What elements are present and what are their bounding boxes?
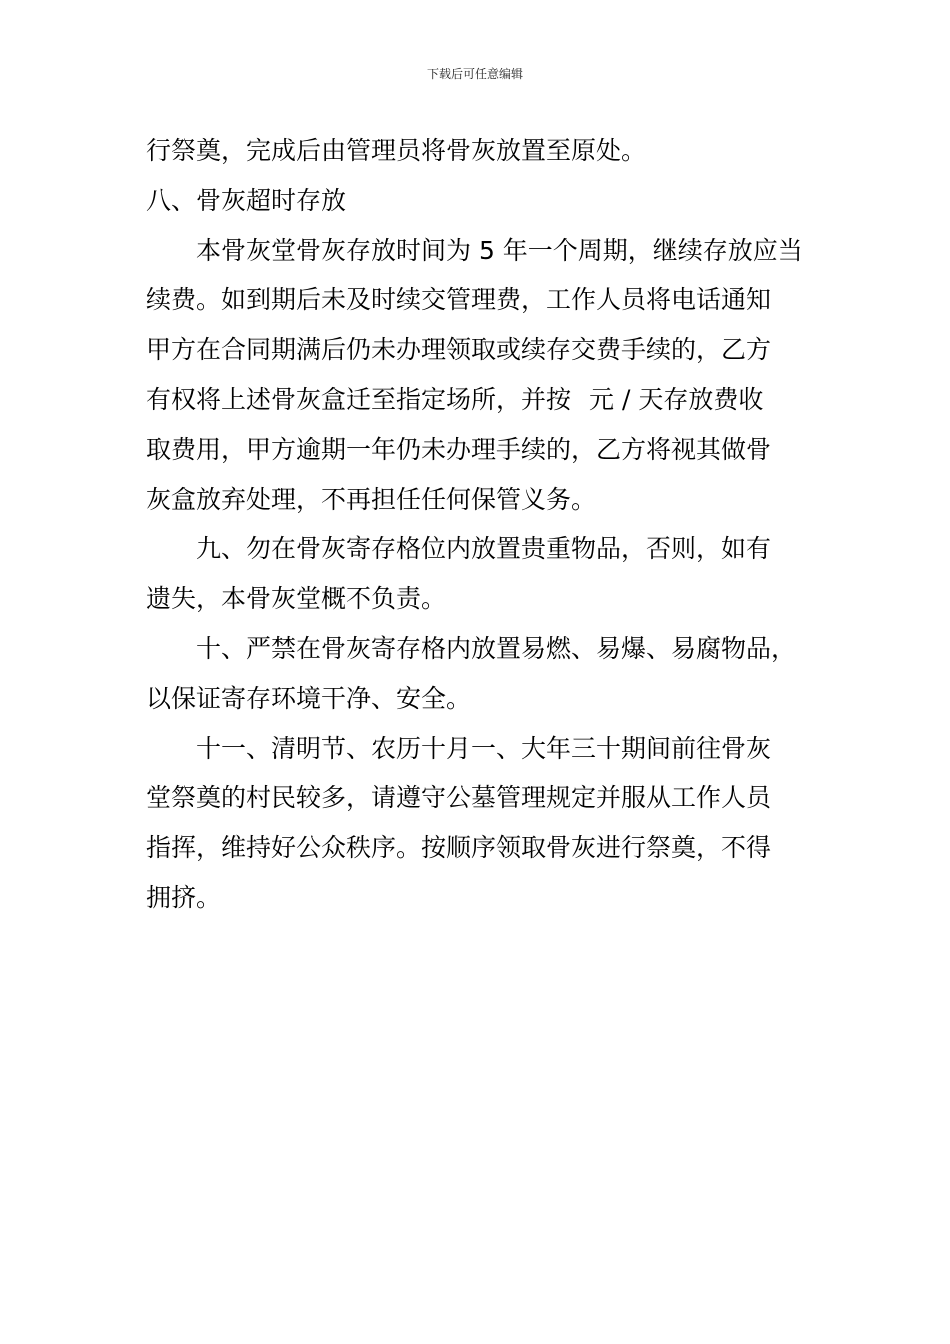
document-body [146, 126, 828, 923]
paragraph-line: 以保证寄存环境干净、安全。 [146, 683, 472, 713]
line-text: 有权将上述骨灰盒迁至指定场所，并按 [146, 384, 572, 414]
paragraph-line: 续费。如到期后未及时续交管理费，工作人员将电话通知 [146, 285, 772, 315]
paragraph-line: 九、勿在骨灰寄存格位内放置贵重物品，否则，如有 [196, 534, 772, 564]
paragraph-line: 取费用，甲方逾期一年仍未办理手续的，乙方将视其做骨 [146, 434, 772, 464]
paragraph-line: 十、严禁在骨灰寄存格内放置易燃、易爆、易腐物品， [196, 633, 797, 663]
paragraph-line: 指挥，维持好公众秩序。按顺序领取骨灰进行祭奠，不得 [146, 833, 772, 863]
paragraph-line [146, 375, 828, 425]
page-header: 下载后可任意编辑 [426, 67, 523, 81]
paragraph-line: 堂祭奠的村民较多，请遵守公墓管理规定并服从工作人员 [146, 783, 772, 813]
paragraph-line: 行祭奠，完成后由管理员将骨灰放置至原处。 [146, 136, 647, 165]
paragraph-line: 拥挤。 [146, 882, 222, 912]
paragraph-line: 十一、清明节、农历十月一、大年三十期间前往骨灰 [196, 733, 772, 763]
paragraph-line: 遗失，本骨灰堂概不负责。 [146, 584, 447, 614]
paragraph-line: 甲方在合同期满后仍未办理领取或续存交费手续的，乙方 [146, 335, 772, 365]
line-text-unit: 元 / 天存放费收 [589, 384, 764, 414]
paragraph-line: 灰盒放弃处理，不再担任任何保管义务。 [146, 484, 597, 514]
paragraph-line: 本骨灰堂骨灰存放时间为 5 年一个周期，继续存放应当 [196, 235, 803, 265]
section-heading: 八、骨灰超时存放 [146, 185, 347, 215]
